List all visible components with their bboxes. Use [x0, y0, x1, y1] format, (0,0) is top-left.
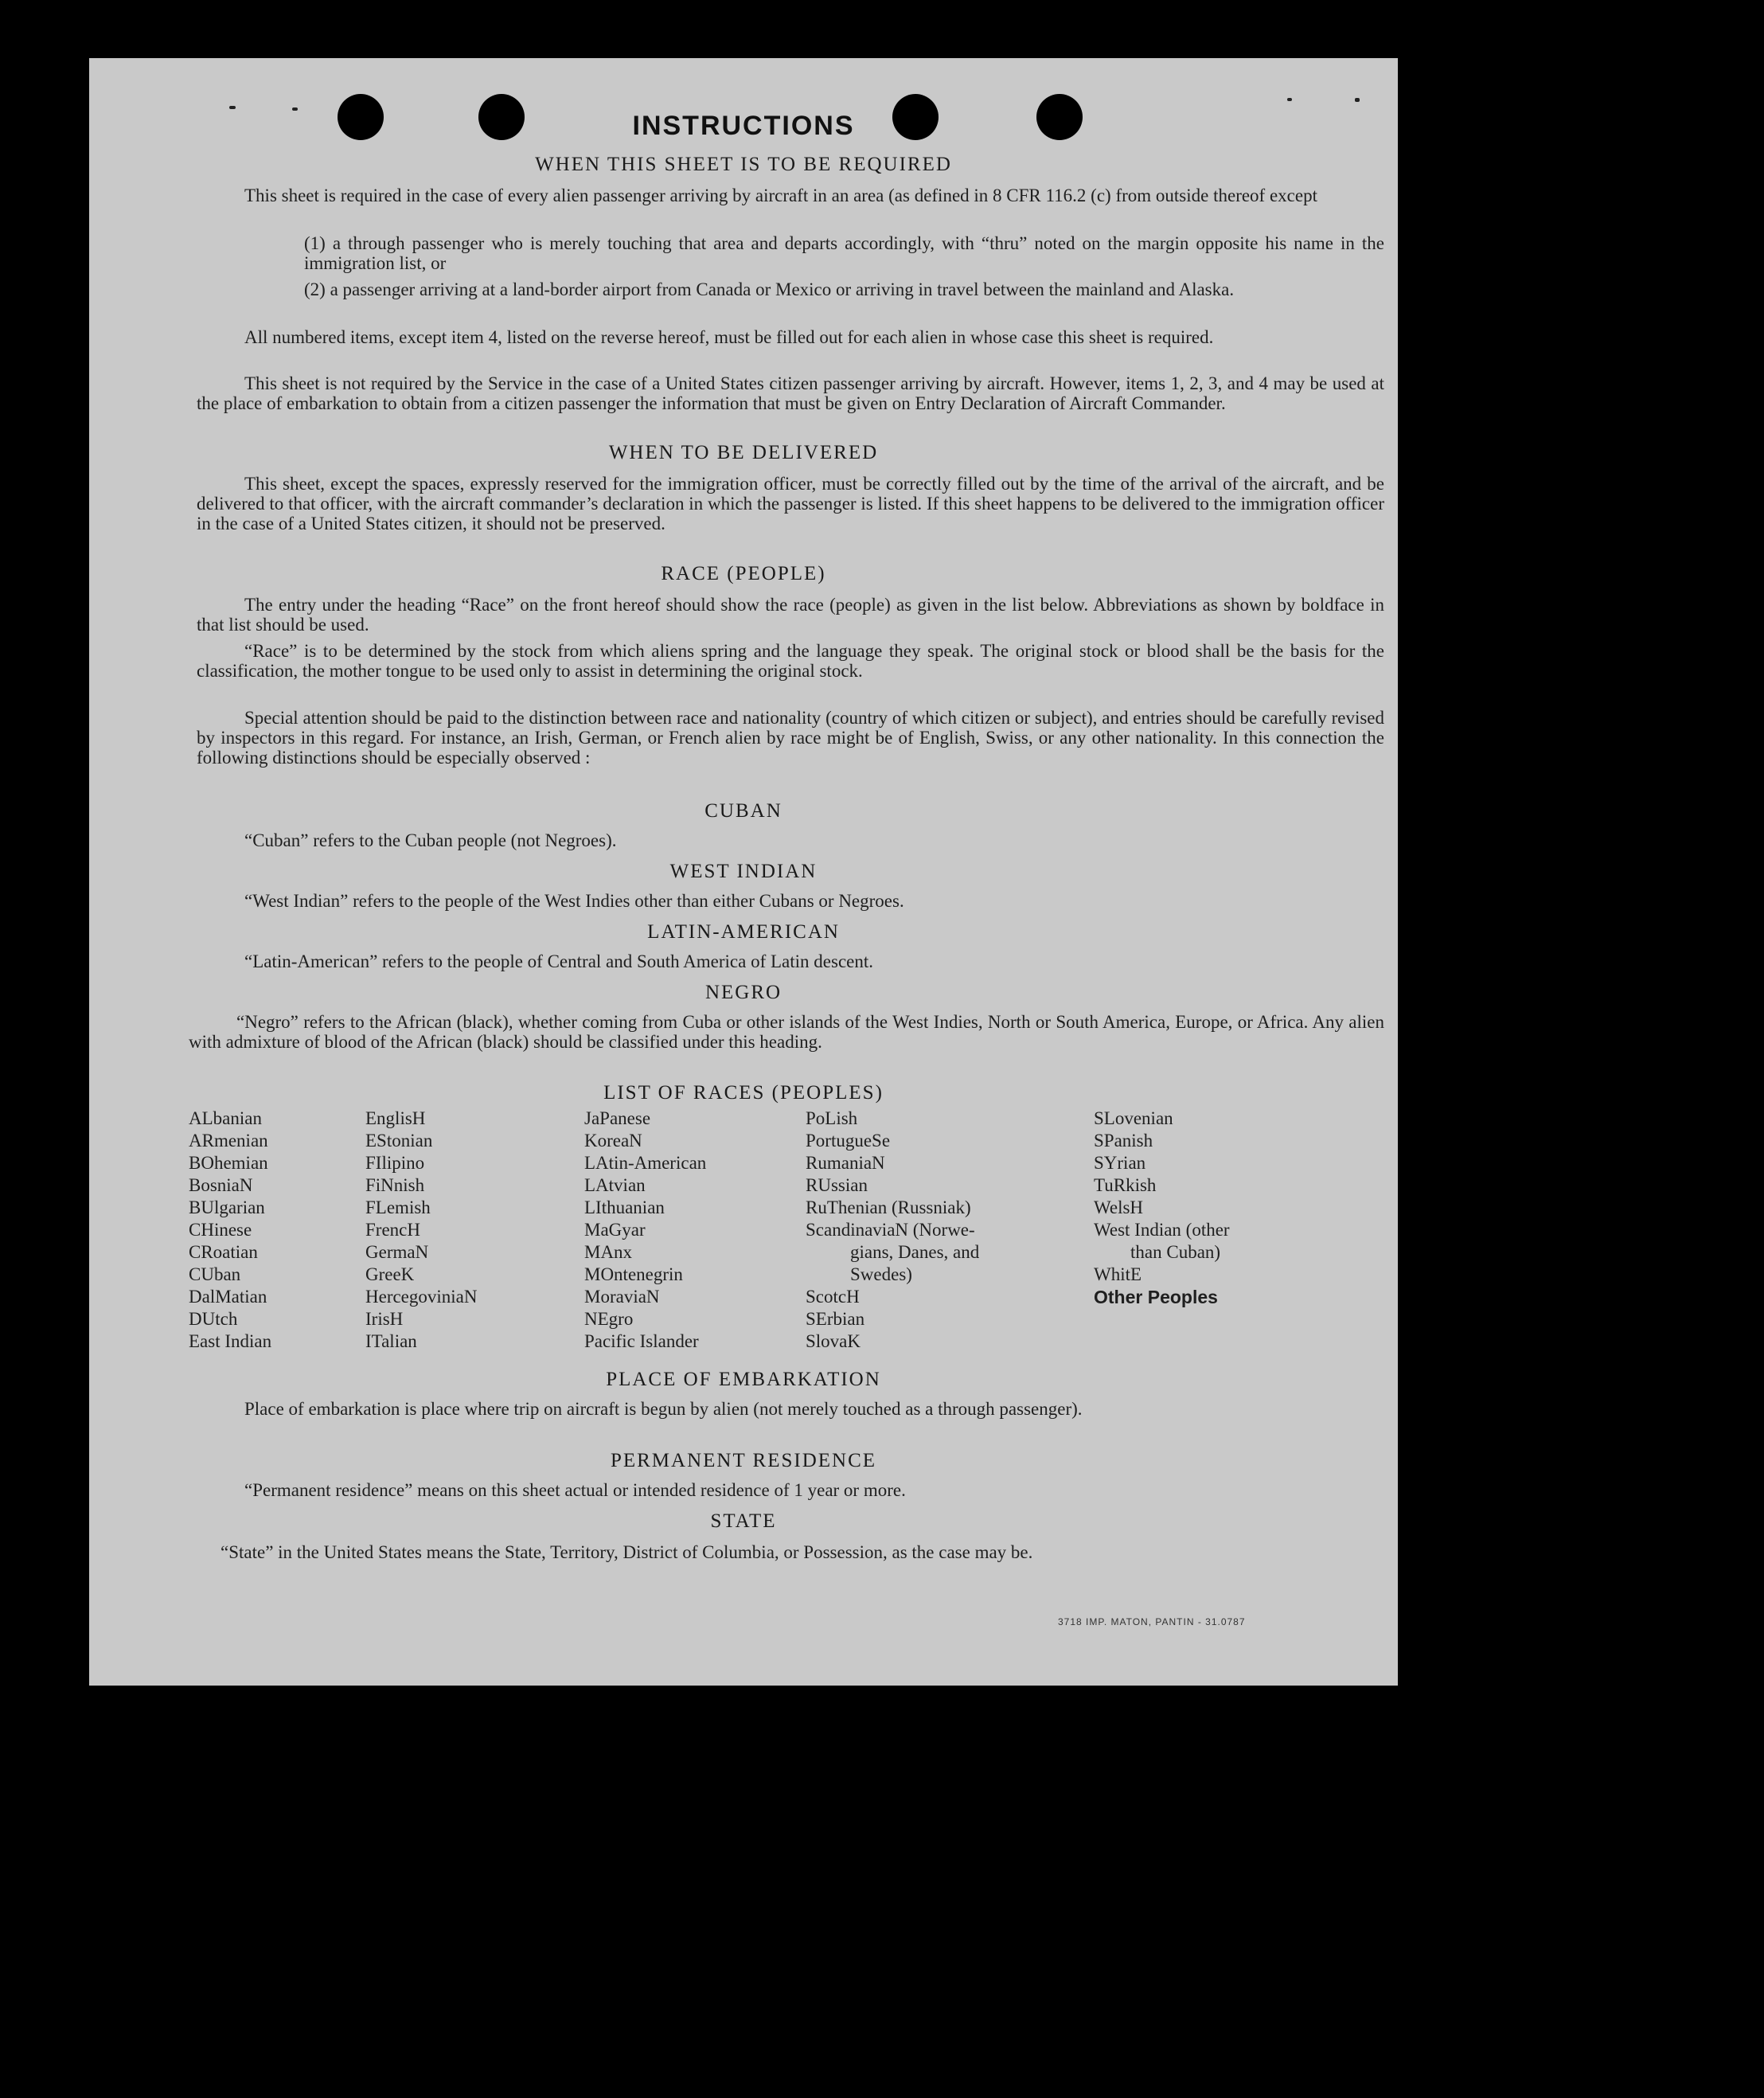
race-entry: WhitE	[1094, 1264, 1142, 1284]
heading-cuban: CUBAN	[704, 800, 782, 822]
race-entry: FrencH	[365, 1220, 420, 1240]
heading-west-indian: WEST INDIAN	[669, 861, 818, 882]
race-entry: CUban	[189, 1264, 241, 1284]
race-entry: CRoatian	[189, 1242, 258, 1262]
heading-state: STATE	[710, 1510, 777, 1532]
race-entry: GreeK	[365, 1264, 415, 1284]
ink-speck	[229, 106, 236, 109]
races-column-4	[806, 1108, 979, 1353]
race-entry: CHinese	[189, 1220, 252, 1240]
race-entry: East Indian	[189, 1331, 272, 1351]
race-entry: ScotcH	[806, 1287, 860, 1307]
race-entry: LAtvian	[584, 1175, 646, 1195]
paragraph-when-delivered: This sheet, except the spaces, expressly reserved for the immigration officer, must be correctly filled out by the time of the arrival of the aircraft, and be delivered to that officer, with the aircraft commander’s declaration in which the passenger is listed. If this sheet happens to be delivered to the immigration officer in the case of a United States citizen, it should not be preserved.	[197, 474, 1384, 533]
race-entry: than Cuban)	[1130, 1242, 1221, 1262]
race-entry: ALbanian	[189, 1108, 262, 1128]
race-entry: ITalian	[365, 1331, 417, 1351]
race-entry: LIthuanian	[584, 1197, 665, 1217]
race-entry: ScandinaviaN (Norwe-	[806, 1220, 975, 1240]
race-entry: RUssian	[806, 1175, 868, 1195]
paragraph-race-nationality: Special attention should be paid to the distinction between race and nationality (country of which citizen or subject), and entries should be carefully revised by inspectors in this regard. For instance, an Irish, German, or French alien by race might be of English, Swiss, or any other nationality. In this connection the following distinctions should be especially observed :	[197, 708, 1384, 768]
paragraph-race-entry: The entry under the heading “Race” on the front hereof should show the race (people) as given in the list below. Abbreviations as shown by boldface in that list should be used.	[197, 595, 1384, 635]
race-entry: RuThenian (Russniak)	[806, 1197, 971, 1217]
race-entry: LAtin-American	[584, 1153, 707, 1173]
race-entry: MaGyar	[584, 1220, 646, 1240]
race-entry: ARmenian	[189, 1131, 268, 1151]
instruction-sheet	[89, 58, 1398, 1686]
race-entry: SYrian	[1094, 1153, 1146, 1173]
ink-speck	[1355, 98, 1360, 102]
races-column-3	[584, 1108, 706, 1353]
race-entry: EnglisH	[365, 1108, 426, 1128]
race-entry: MOntenegrin	[584, 1264, 683, 1284]
race-entry: MoraviaN	[584, 1287, 660, 1307]
paragraph-when-required-intro: This sheet is required in the case of every alien passenger arriving by aircraft in an area (as defined in 8 CFR 116.2 (c) from outside thereof except	[244, 186, 1317, 205]
race-entry: KoreaN	[584, 1131, 642, 1151]
paragraph-embarkation: Place of embarkation is place where trip on aircraft is begun by alien (not merely touched as a through passenger).	[244, 1399, 1083, 1419]
race-entry: EStonian	[365, 1131, 433, 1151]
paragraph-negro: “Negro” refers to the African (black), whether coming from Cuba or other islands of the West Indies, North or South America, Europe, or Africa. Any alien with admixture of blood of the African (black) should be classified under this heading.	[189, 1012, 1384, 1052]
race-entry: BUlgarian	[189, 1197, 265, 1217]
heading-embarkation: PLACE OF EMBARKATION	[606, 1369, 881, 1390]
race-entry: HercegoviniaN	[365, 1287, 478, 1307]
heading-latin-american: LATIN-AMERICAN	[647, 921, 840, 943]
race-entry: SErbian	[806, 1309, 865, 1329]
paragraph-race-definition: “Race” is to be determined by the stock from which aliens spring and the language they speak. The original stock or blood shall be the basis for the classification, the mother tongue to be used only to assist in determining the original stock.	[197, 641, 1384, 681]
race-entry: GermaN	[365, 1242, 429, 1262]
paragraph-citizen-passenger: This sheet is not required by the Service in the case of a United States citizen passenger arriving by aircraft. However, items 1, 2, 3, and 4 may be used at the place of embarkation to obtain from a citizen passenger the information that must be given on Entry Declaration of Aircraft Commander.	[197, 373, 1384, 413]
ink-speck	[1287, 98, 1292, 101]
race-entry: JaPanese	[584, 1108, 651, 1128]
race-entry: BosniaN	[189, 1175, 253, 1195]
race-entry-other: Other Peoples	[1094, 1287, 1218, 1307]
race-entry: BOhemian	[189, 1153, 268, 1173]
race-entry: NEgro	[584, 1309, 634, 1329]
paragraph-state: “State” in the United States means the State, Territory, District of Columbia, or Possession, as the case may be.	[220, 1542, 1033, 1562]
race-entry: gians, Danes, and	[850, 1242, 980, 1262]
heading-when-delivered: WHEN TO BE DELIVERED	[608, 442, 879, 463]
paragraph-numbered-items: All numbered items, except item 4, listed on the reverse hereof, must be filled out for each alien in whose case this sheet is required.	[244, 327, 1214, 347]
race-entry: DUtch	[189, 1309, 238, 1329]
race-entry: SlovaK	[806, 1331, 861, 1351]
race-entry: IrisH	[365, 1309, 404, 1329]
heading-race: RACE (PEOPLE)	[661, 563, 826, 584]
list-item-land-border: (2) a passenger arriving at a land-border airport from Canada or Mexico or arriving in travel between the mainland and Alaska.	[304, 279, 1235, 299]
race-entry: FIlipino	[365, 1153, 425, 1173]
race-entry: Pacific Islander	[584, 1331, 699, 1351]
heading-when-required: WHEN THIS SHEET IS TO BE REQUIRED	[535, 154, 952, 175]
race-entry: SPanish	[1094, 1131, 1153, 1151]
paragraph-cuban: “Cuban” refers to the Cuban people (not Negroes).	[244, 830, 617, 850]
heading-list-of-races: LIST OF RACES (PEOPLES)	[603, 1082, 884, 1104]
race-entry: FiNnish	[365, 1175, 425, 1195]
paragraph-permanent-residence: “Permanent residence” means on this sheet actual or intended residence of 1 year or more.	[244, 1480, 906, 1500]
races-column-5	[1094, 1108, 1230, 1308]
list-item-through-passenger: (1) a through passenger who is merely touching that area and departs accordingly, with “thru” noted on the margin opposite his name in the immigration list, or	[304, 233, 1384, 273]
race-entry: FLemish	[365, 1197, 431, 1217]
paragraph-west-indian: “West Indian” refers to the people of the West Indies other than either Cubans or Negroes.	[244, 891, 904, 911]
page-title: INSTRUCTIONS	[632, 111, 855, 141]
paragraph-latin-american: “Latin-American” refers to the people of Central and South America of Latin descent.	[244, 951, 873, 971]
race-entry: SLovenian	[1094, 1108, 1173, 1128]
races-column-2	[365, 1108, 478, 1353]
race-entry: MAnx	[584, 1242, 633, 1262]
race-entry: Swedes)	[850, 1264, 912, 1284]
race-entry: PortugueSe	[806, 1131, 891, 1151]
race-entry: TuRkish	[1094, 1175, 1157, 1195]
race-entry: RumaniaN	[806, 1153, 885, 1173]
heading-permanent-residence: PERMANENT RESIDENCE	[610, 1450, 877, 1471]
race-entry: West Indian (other	[1094, 1220, 1230, 1240]
races-column-1	[189, 1108, 271, 1353]
race-entry: DalMatian	[189, 1287, 267, 1307]
race-entry: PoLish	[806, 1108, 858, 1128]
heading-negro: NEGRO	[704, 982, 782, 1003]
race-entry: WelsH	[1094, 1197, 1144, 1217]
printer-mark: 3718 IMP. MATON, PANTIN - 31.0787	[1058, 1616, 1246, 1627]
